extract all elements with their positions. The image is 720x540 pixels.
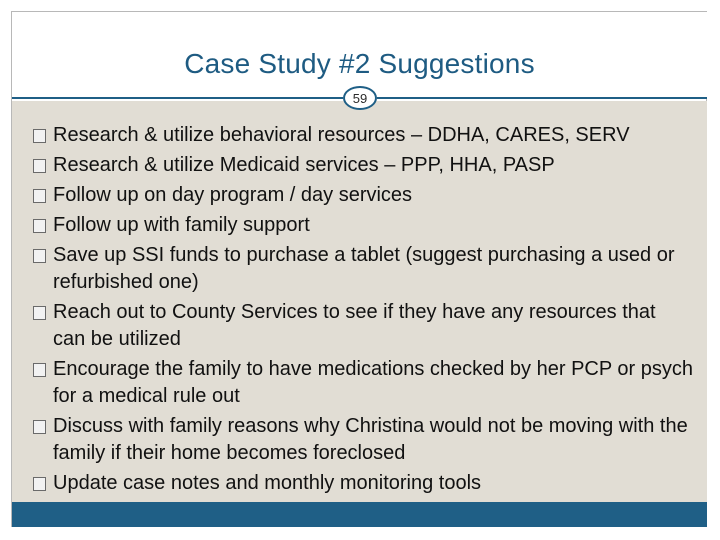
bullet-text: Follow up with family support (53, 214, 310, 236)
checkbox-bullet-icon (33, 189, 46, 203)
checkbox-bullet-icon (33, 249, 46, 263)
list-item (33, 122, 693, 149)
bullet-text: Research & utilize Medicaid services – PPP, HHA, PASP (53, 154, 555, 176)
bullet-text: Research & utilize behavioral resources – DDHA, CARES, SERV (53, 124, 630, 146)
footer-bar (12, 502, 707, 527)
page-number-badge: 59 (343, 86, 377, 110)
list-item (33, 152, 693, 179)
bullet-text: Follow up on day program / day services (53, 184, 413, 206)
header-divider-right (377, 97, 707, 99)
checkbox-bullet-icon (33, 477, 46, 491)
list-item (33, 413, 693, 467)
suggestions-list (33, 122, 693, 500)
bullet-text: Save up SSI funds to purchase a tablet (suggest purchasing a used or refurbished one) (53, 244, 675, 293)
bullet-text: Encourage the family to have medications checked by her PCP or psych for a medical rule out (53, 358, 693, 407)
list-item (33, 242, 693, 296)
list-item (33, 356, 693, 410)
bullet-text: Reach out to County Services to see if they have any resources that can be utilized (53, 301, 656, 350)
slide-title: Case Study #2 Suggestions (184, 48, 535, 79)
checkbox-bullet-icon (33, 159, 46, 173)
bullet-text: Discuss with family reasons why Christina would not be moving with the family if their home becomes foreclosed (53, 415, 688, 464)
checkbox-bullet-icon (33, 306, 46, 320)
checkbox-bullet-icon (33, 219, 46, 233)
list-item (33, 470, 693, 497)
checkbox-bullet-icon (33, 129, 46, 143)
checkbox-bullet-icon (33, 420, 46, 434)
list-item (33, 212, 693, 239)
header-divider-left (12, 97, 343, 99)
list-item (33, 182, 693, 209)
checkbox-bullet-icon (33, 363, 46, 377)
list-item (33, 299, 693, 353)
bullet-text: Update case notes and monthly monitoring tools (53, 472, 482, 494)
